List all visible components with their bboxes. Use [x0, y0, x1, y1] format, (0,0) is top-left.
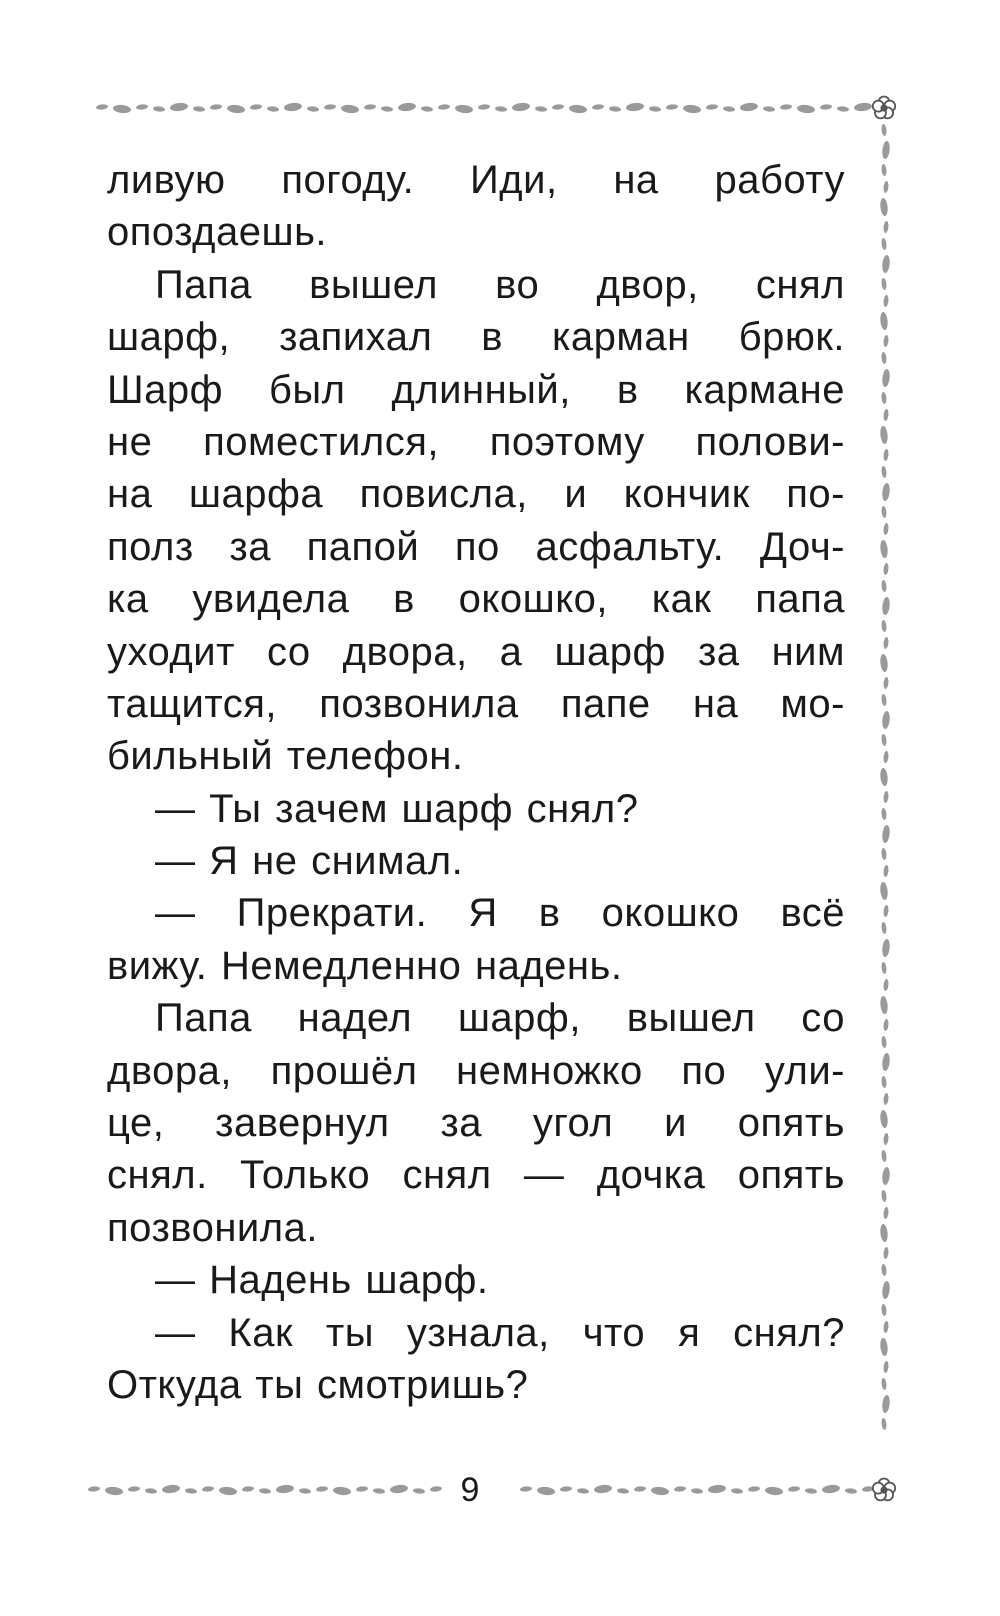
text-line: уходит со двора, а шарф за ним: [107, 629, 845, 674]
border-dash: [879, 198, 888, 217]
border-dash: [881, 141, 890, 160]
border-dash: [820, 104, 832, 110]
border-dash: [96, 104, 108, 110]
border-dash: [723, 106, 735, 112]
border-dash: [219, 1486, 238, 1496]
border-dash: [881, 848, 887, 860]
border-dash: [881, 278, 887, 290]
text-line: тащится, позвонила папе на мо-: [107, 681, 845, 726]
border-dash: [356, 1486, 368, 1492]
border-dash: [227, 104, 246, 114]
border-dash: [577, 1488, 589, 1494]
border-dash: [284, 102, 303, 112]
border-dash: [854, 102, 873, 112]
border-dash: [316, 1486, 328, 1492]
story-text: [107, 154, 845, 1411]
border-dash: [881, 825, 890, 844]
border-dash: [879, 426, 888, 445]
border-dash: [879, 996, 888, 1015]
text-line: опоздаешь.: [107, 210, 328, 255]
border-dash: [552, 104, 564, 110]
border-dash: [88, 1486, 100, 1492]
border-dash: [881, 620, 887, 632]
border-dash: [495, 106, 507, 112]
border-dash: [881, 734, 887, 746]
border-dash: [594, 1484, 613, 1494]
border-dash: [881, 1281, 890, 1300]
border-dash: [364, 104, 376, 110]
border-dash: [883, 1247, 889, 1259]
text-line: — Надень шарф.: [155, 1258, 489, 1303]
border-dash: [683, 104, 702, 114]
text-line: Папа вышел во двор, снял: [155, 262, 845, 307]
text-line: полз за папой по асфальту. Доч-: [107, 524, 845, 569]
border-dash: [307, 106, 319, 112]
text-line: позвонила.: [107, 1205, 318, 1250]
border-dash: [634, 1486, 646, 1492]
text-line: — Я не снимал.: [155, 839, 464, 884]
border-dash: [569, 104, 588, 114]
border-dash: [881, 164, 887, 176]
border-dash: [881, 939, 890, 958]
border-dash: [136, 104, 148, 110]
border-dash: [398, 102, 417, 112]
border-dash: [883, 1019, 889, 1031]
border-dash: [883, 979, 889, 991]
border-dash: [881, 694, 887, 706]
border-dash: [881, 483, 890, 502]
border-dash: [883, 865, 889, 877]
border-dash: [881, 1190, 887, 1202]
text-line: ливую погоду. Иди, на работу: [107, 158, 845, 202]
border-dash: [881, 352, 887, 364]
text-line: — Прекрати. Я в окошко всё: [155, 891, 845, 936]
border-dash: [881, 1418, 887, 1430]
bottom-left-border-dashes: [88, 1484, 442, 1496]
border-dash: [780, 104, 792, 110]
border-dash: [837, 106, 849, 112]
border-dash: [324, 104, 336, 110]
border-dash: [879, 540, 888, 559]
border-dash: [883, 1093, 889, 1105]
border-dash: [649, 106, 661, 112]
border-dash: [881, 1076, 887, 1088]
border-dash: [881, 506, 887, 518]
border-dash: [883, 181, 889, 193]
border-dash: [822, 1484, 841, 1494]
border-dash: [881, 1053, 890, 1072]
border-dash: [883, 523, 889, 535]
border-dash: [883, 905, 889, 917]
border-dash: [881, 1150, 887, 1162]
border-dash: [879, 1338, 888, 1357]
border-dash: [706, 104, 718, 110]
border-dash: [153, 106, 165, 112]
border-dash: [883, 677, 889, 689]
border-dash: [883, 1207, 889, 1219]
border-dash: [626, 102, 645, 112]
border-dash: [537, 1486, 556, 1496]
border-dash: [708, 1484, 727, 1494]
border-dash: [210, 104, 222, 110]
text-line: вижу. Немедленно надень.: [107, 943, 623, 988]
border-dash: [881, 711, 890, 730]
border-dash: [674, 1486, 686, 1492]
border-dash: [455, 104, 474, 114]
border-dash: [250, 104, 262, 110]
border-dash: [666, 104, 678, 110]
text-line: ка увидела в окошко, как папа: [107, 577, 845, 622]
border-dash: [333, 1486, 352, 1496]
border-dash: [883, 295, 889, 307]
border-dash: [259, 1488, 271, 1494]
border-dash: [185, 1488, 197, 1494]
border-dash: [267, 106, 279, 112]
border-dash: [881, 1378, 887, 1390]
border-dash: [883, 449, 889, 461]
border-dash: [373, 1488, 385, 1494]
border-dash: [162, 1484, 181, 1494]
border-dash: [881, 1304, 887, 1316]
border-dash: [512, 102, 531, 112]
border-dash: [879, 882, 888, 901]
border-dash: [883, 791, 889, 803]
border-dash: [390, 1484, 409, 1494]
border-dash: [113, 104, 132, 114]
border-dash: [105, 1486, 124, 1496]
flower-icon: [873, 97, 895, 119]
border-dash: [883, 1361, 889, 1373]
border-dash: [763, 106, 775, 112]
border-dash: [145, 1488, 157, 1494]
border-dash: [879, 654, 888, 673]
border-dash: [881, 466, 887, 478]
border-dash: [438, 104, 450, 110]
border-dash: [881, 392, 887, 404]
border-dash: [170, 102, 189, 112]
border-dash: [879, 1110, 888, 1129]
border-dash: [845, 1488, 857, 1494]
border-dash: [881, 597, 890, 616]
page-number: 9: [460, 1471, 480, 1509]
border-dash: [881, 238, 887, 250]
border-dash: [299, 1488, 311, 1494]
border-dash: [478, 104, 490, 110]
border-dash: [881, 1264, 887, 1276]
border-dash: [413, 1488, 425, 1494]
border-dash: [881, 922, 887, 934]
text-line: шарф, запихал в карман брюк.: [107, 315, 845, 360]
border-dash: [535, 106, 547, 112]
border-dash: [193, 106, 205, 112]
border-dash: [879, 768, 888, 787]
border-dash: [592, 104, 604, 110]
right-border-dashes: [879, 124, 890, 1430]
text-line: на шарфа повисла, и кончик по-: [107, 472, 845, 517]
border-dash: [883, 1133, 889, 1145]
border-dash: [560, 1486, 572, 1492]
text-line: Шарф был длинный, в кармане: [107, 367, 845, 412]
text-line: двора, прошёл немножко по ули-: [107, 1048, 845, 1093]
border-dash: [883, 1321, 889, 1333]
flower-icon: [873, 1479, 895, 1501]
border-dash: [651, 1486, 670, 1496]
border-dash: [341, 104, 360, 114]
text-line: — Как ты узнала, что я снял?: [155, 1310, 845, 1355]
border-dash: [881, 580, 887, 592]
border-dash: [128, 1486, 140, 1492]
border-dash: [881, 1167, 890, 1186]
text-line: бильный телефон.: [107, 734, 464, 779]
border-dash: [748, 1486, 760, 1492]
text-line: — Ты зачем шарф снял?: [155, 786, 639, 831]
border-dash: [883, 221, 889, 233]
border-dash: [797, 104, 816, 114]
border-dash: [883, 751, 889, 763]
border-dash: [881, 962, 887, 974]
border-dash: [609, 106, 621, 112]
text-line: це, завернул за угол и опять: [107, 1101, 845, 1146]
border-dash: [740, 102, 759, 112]
text-line: не поместился, поэтому полови-: [107, 419, 845, 464]
text-line: Откуда ты смотришь?: [107, 1362, 529, 1407]
text-line: Папа надел шарф, вышел со: [155, 996, 845, 1041]
border-dash: [276, 1484, 295, 1494]
top-border-dashes: [96, 102, 873, 114]
border-dash: [421, 106, 433, 112]
border-dash: [879, 312, 888, 331]
border-dash: [881, 255, 890, 274]
border-dash: [202, 1486, 214, 1492]
border-dash: [242, 1486, 254, 1492]
border-dash: [691, 1488, 703, 1494]
border-dash: [883, 563, 889, 575]
border-dash: [879, 1224, 888, 1243]
border-dash: [381, 106, 393, 112]
bottom-right-border-dashes: [520, 1484, 874, 1496]
border-dash: [883, 637, 889, 649]
border-dash: [881, 369, 890, 388]
border-dash: [520, 1486, 532, 1492]
border-dash: [765, 1486, 784, 1496]
border-dash: [883, 335, 889, 347]
border-dash: [881, 124, 887, 136]
text-line: снял. Только снял — дочка опять: [107, 1153, 845, 1198]
border-dash: [881, 1036, 887, 1048]
border-dash: [881, 1395, 890, 1414]
border-dash: [881, 808, 887, 820]
border-dash: [731, 1488, 743, 1494]
border-dash: [883, 409, 889, 421]
border-dash: [805, 1488, 817, 1494]
border-dash: [788, 1486, 800, 1492]
border-dash: [617, 1488, 629, 1494]
